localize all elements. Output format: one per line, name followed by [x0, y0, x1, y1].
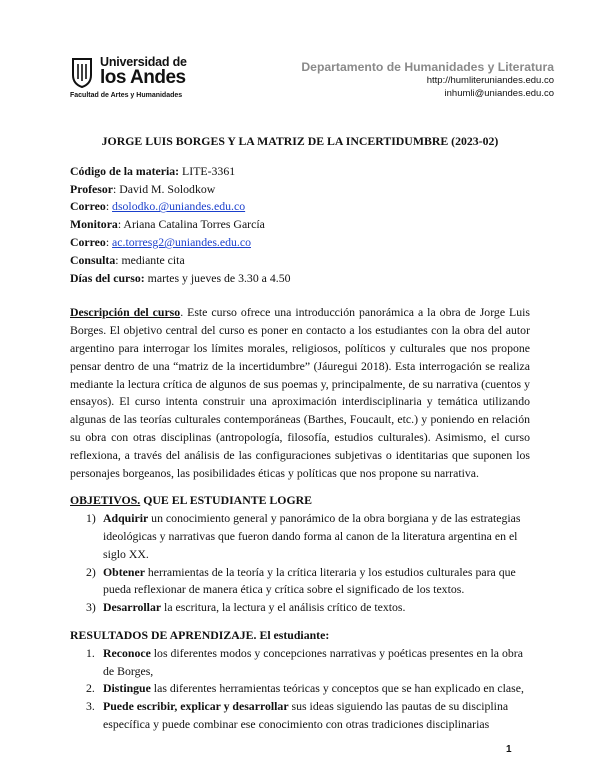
list-item-text: un conocimiento general y panorámico de la obra borgiana y de las estrategias ideológicas y narrativas que fueron dando forma al canon de la literatura argentina en el siglo XX.	[103, 511, 521, 561]
page-number: 1	[506, 744, 512, 755]
list-item-text: sus ideas siguiendo las pautas de su disciplina específica y puede combinar ese conocimiento con otras tradiciones disciplinarias	[103, 699, 509, 731]
professor-email-label: Correo	[70, 199, 106, 214]
list-item	[70, 599, 530, 617]
monitor-value: : Ariana Catalina Torres García	[117, 217, 265, 232]
learning-results-list	[70, 645, 530, 734]
course-title: JORGE LUIS BORGES Y LA MATRIZ DE LA INCERTIDUMBRE (2023-02)	[101, 134, 499, 148]
list-item-text: herramientas de la teoría y la crítica literaria y los estudios culturales para que pueda reflexionar de manera ética y crítica sobre el significado de los textos.	[103, 564, 516, 597]
department-url[interactable]: http://humliteruniandes.edu.co	[426, 75, 554, 86]
logo-text-faculty: Facultad de Artes y Humanidades	[70, 92, 183, 99]
list-number: 3.	[86, 699, 95, 714]
course-description	[70, 304, 530, 482]
course-days-value: martes y jueves de 3.30 a 4.50	[144, 270, 291, 285]
list-number: 1.	[86, 645, 95, 660]
logo-text-universidad: Universidad de	[100, 55, 187, 69]
objectives-heading-underlined: OBJETIVOS.	[70, 493, 141, 508]
list-item-keyword: Puede escribir, explicar y desarrollar	[103, 699, 289, 714]
professor-email-row	[70, 198, 530, 216]
university-crest-icon	[70, 57, 94, 89]
list-number: 2.	[86, 681, 95, 696]
document-body	[70, 133, 530, 734]
objectives-heading-rest: QUE EL ESTUDIANTE LOGRE	[140, 493, 313, 508]
list-number: 1)	[86, 511, 96, 526]
list-item	[70, 564, 530, 600]
separator: :	[105, 234, 113, 249]
list-item-keyword: Reconoce	[103, 645, 151, 660]
list-item-keyword: Obtener	[103, 564, 145, 579]
professor-row	[70, 181, 530, 199]
monitor-email-row	[70, 234, 530, 252]
description-heading: Descripción del curso	[70, 305, 181, 320]
list-item	[70, 510, 530, 563]
consultation-label: Consulta	[70, 252, 116, 267]
course-days-row	[70, 270, 530, 288]
list-number: 3)	[86, 600, 96, 615]
course-code-label: Código de la materia:	[70, 163, 180, 178]
monitor-row	[70, 216, 530, 234]
professor-email-link[interactable]: dsolodko.@uniandes.edu.co	[112, 199, 246, 214]
department-name: Departamento de Humanidades y Literatura	[301, 60, 554, 74]
description-text: . Este curso ofrece una introducción panorámica a la obra de Jorge Luis Borges. El objetivo central del curso es poner en contacto a los estudiantes con la obra del autor argentino para interrogar los límites morales, religiosos, políticos y culturales que nos propone pensar dentro de una “matriz de la incertidumbre” (Jáuregui 2018). Esta interrogación se realiza mediante la lectura crítica de algunos de sus poemas y, principalmente, de su narrativa (cuentos y ensayos). El curso intenta construir una aproximación interdisciplinaria y temática utilizando algunas de las teorías culturales contemporáneas (Barthes, Foucault, etc.) y poniendo en relación su obra con otras disciplinas (antropología, filosofía, estudios culturales). Asimismo, el curso reflexiona, a través del análisis de las configuraciones subjetivas o identitarias que suponen los personajes borgeanos, las posibilidades éticas y políticas que nos propone su narrativa.	[70, 305, 530, 480]
monitor-email-label: Correo	[70, 234, 106, 249]
list-number: 2)	[86, 564, 96, 579]
objectives-heading	[70, 492, 530, 510]
course-code-value: LITE-3361	[179, 163, 236, 178]
list-item	[70, 698, 530, 734]
professor-label: Profesor	[70, 181, 114, 196]
list-item-text: la escritura, la lectura y el análisis crítico de textos.	[161, 600, 406, 615]
list-item-keyword: Adquirir	[103, 511, 149, 526]
consultation-value: : mediante cita	[115, 252, 185, 267]
list-item-text: los diferentes modos y concepciones narrativas y poéticas presentes en la obra de Borges,	[103, 645, 523, 678]
department-header	[301, 60, 554, 100]
professor-value: : David M. Solodkow	[113, 181, 216, 196]
consultation-row	[70, 252, 530, 270]
list-item-text: las diferentes herramientas teóricas y conceptos que se han explicado en clase,	[150, 681, 524, 696]
list-item-keyword: Desarrollar	[103, 600, 162, 615]
list-item-keyword: Distingue	[103, 681, 151, 696]
university-logo	[70, 55, 190, 105]
list-item	[70, 645, 530, 681]
course-days-label: Días del curso:	[70, 270, 145, 285]
learning-results-heading: RESULTADOS DE APRENDIZAJE. El estudiante:	[70, 627, 330, 642]
monitor-email-link[interactable]: ac.torresg2@uniandes.edu.co	[112, 234, 251, 249]
department-email[interactable]: inhumli@uniandes.edu.co	[444, 88, 554, 99]
monitor-label: Monitora	[70, 217, 118, 232]
course-code-row	[70, 163, 530, 181]
logo-text-los-andes: los Andes	[100, 67, 186, 88]
objectives-list	[70, 510, 530, 617]
list-item	[70, 680, 530, 698]
course-info	[70, 163, 530, 288]
separator: :	[105, 199, 113, 214]
